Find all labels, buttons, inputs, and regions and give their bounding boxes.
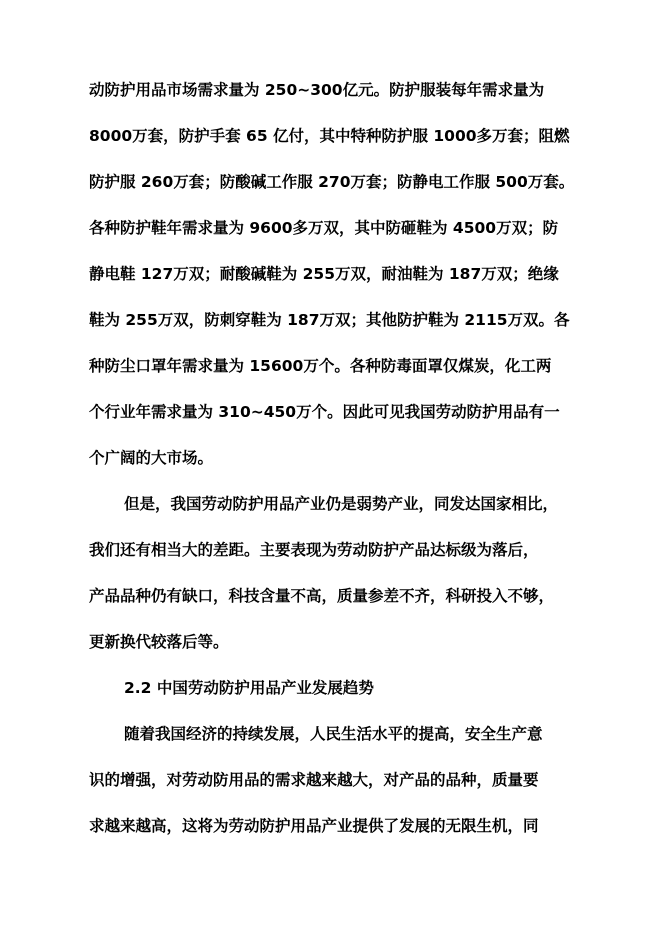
paragraph-line: 求越来越高，这将为劳动防护用品产业提供了发展的无限生机，同 [89, 817, 539, 835]
paragraph-line: 动防护用品市场需求量为 250~300亿元。防护服装每年需求量为 [89, 81, 545, 99]
paragraph-line: 种防尘口罩年需求量为 15600万个。各种防毒面罩仅煤炭，化工两 [89, 357, 552, 375]
section-heading: 2.2 中国劳动防护用品产业发展趋势 [124, 679, 374, 697]
paragraph-line: 个行业年需求量为 310~450万个。因此可见我国劳动防护用品有一 [89, 403, 560, 421]
paragraph-line: 随着我国经济的持续发展，人民生活水平的提高，安全生产意 [124, 725, 543, 743]
paragraph-line: 我们还有相当大的差距。主要表现为劳动防护产品达标级为落后， [89, 541, 539, 559]
paragraph-line: 更新换代较落后等。 [89, 633, 229, 651]
paragraph-line: 各种防护鞋年需求量为 9600多万双，其中防砸鞋为 4500万双；防 [89, 219, 559, 237]
paragraph-line: 8000万套，防护手套 65 亿付，其中特种防护服 1000多万套；阻燃 [89, 127, 570, 145]
paragraph-line: 个广阔的大市场。 [89, 449, 214, 467]
paragraph-line: 鞋为 255万双，防刺穿鞋为 187万双；其他防护鞋为 2115万双。各 [89, 311, 570, 329]
paragraph-line: 防护服 260万套；防酸碱工作服 270万套；防静电工作服 500万套。 [89, 173, 575, 191]
paragraph-line: 但是，我国劳动防护用品产业仍是弱势产业，同发达国家相比， [124, 495, 559, 513]
paragraph-line: 产品品种仍有缺口，科技含量不高，质量参差不齐，科研投入不够， [89, 587, 555, 605]
paragraph-line: 静电鞋 127万双；耐酸碱鞋为 255万双，耐油鞋为 187万双；绝缘 [89, 265, 559, 283]
paragraph-line: 识的增强，对劳动防用品的需求越来越大，对产品的品种，质量要 [89, 771, 539, 789]
